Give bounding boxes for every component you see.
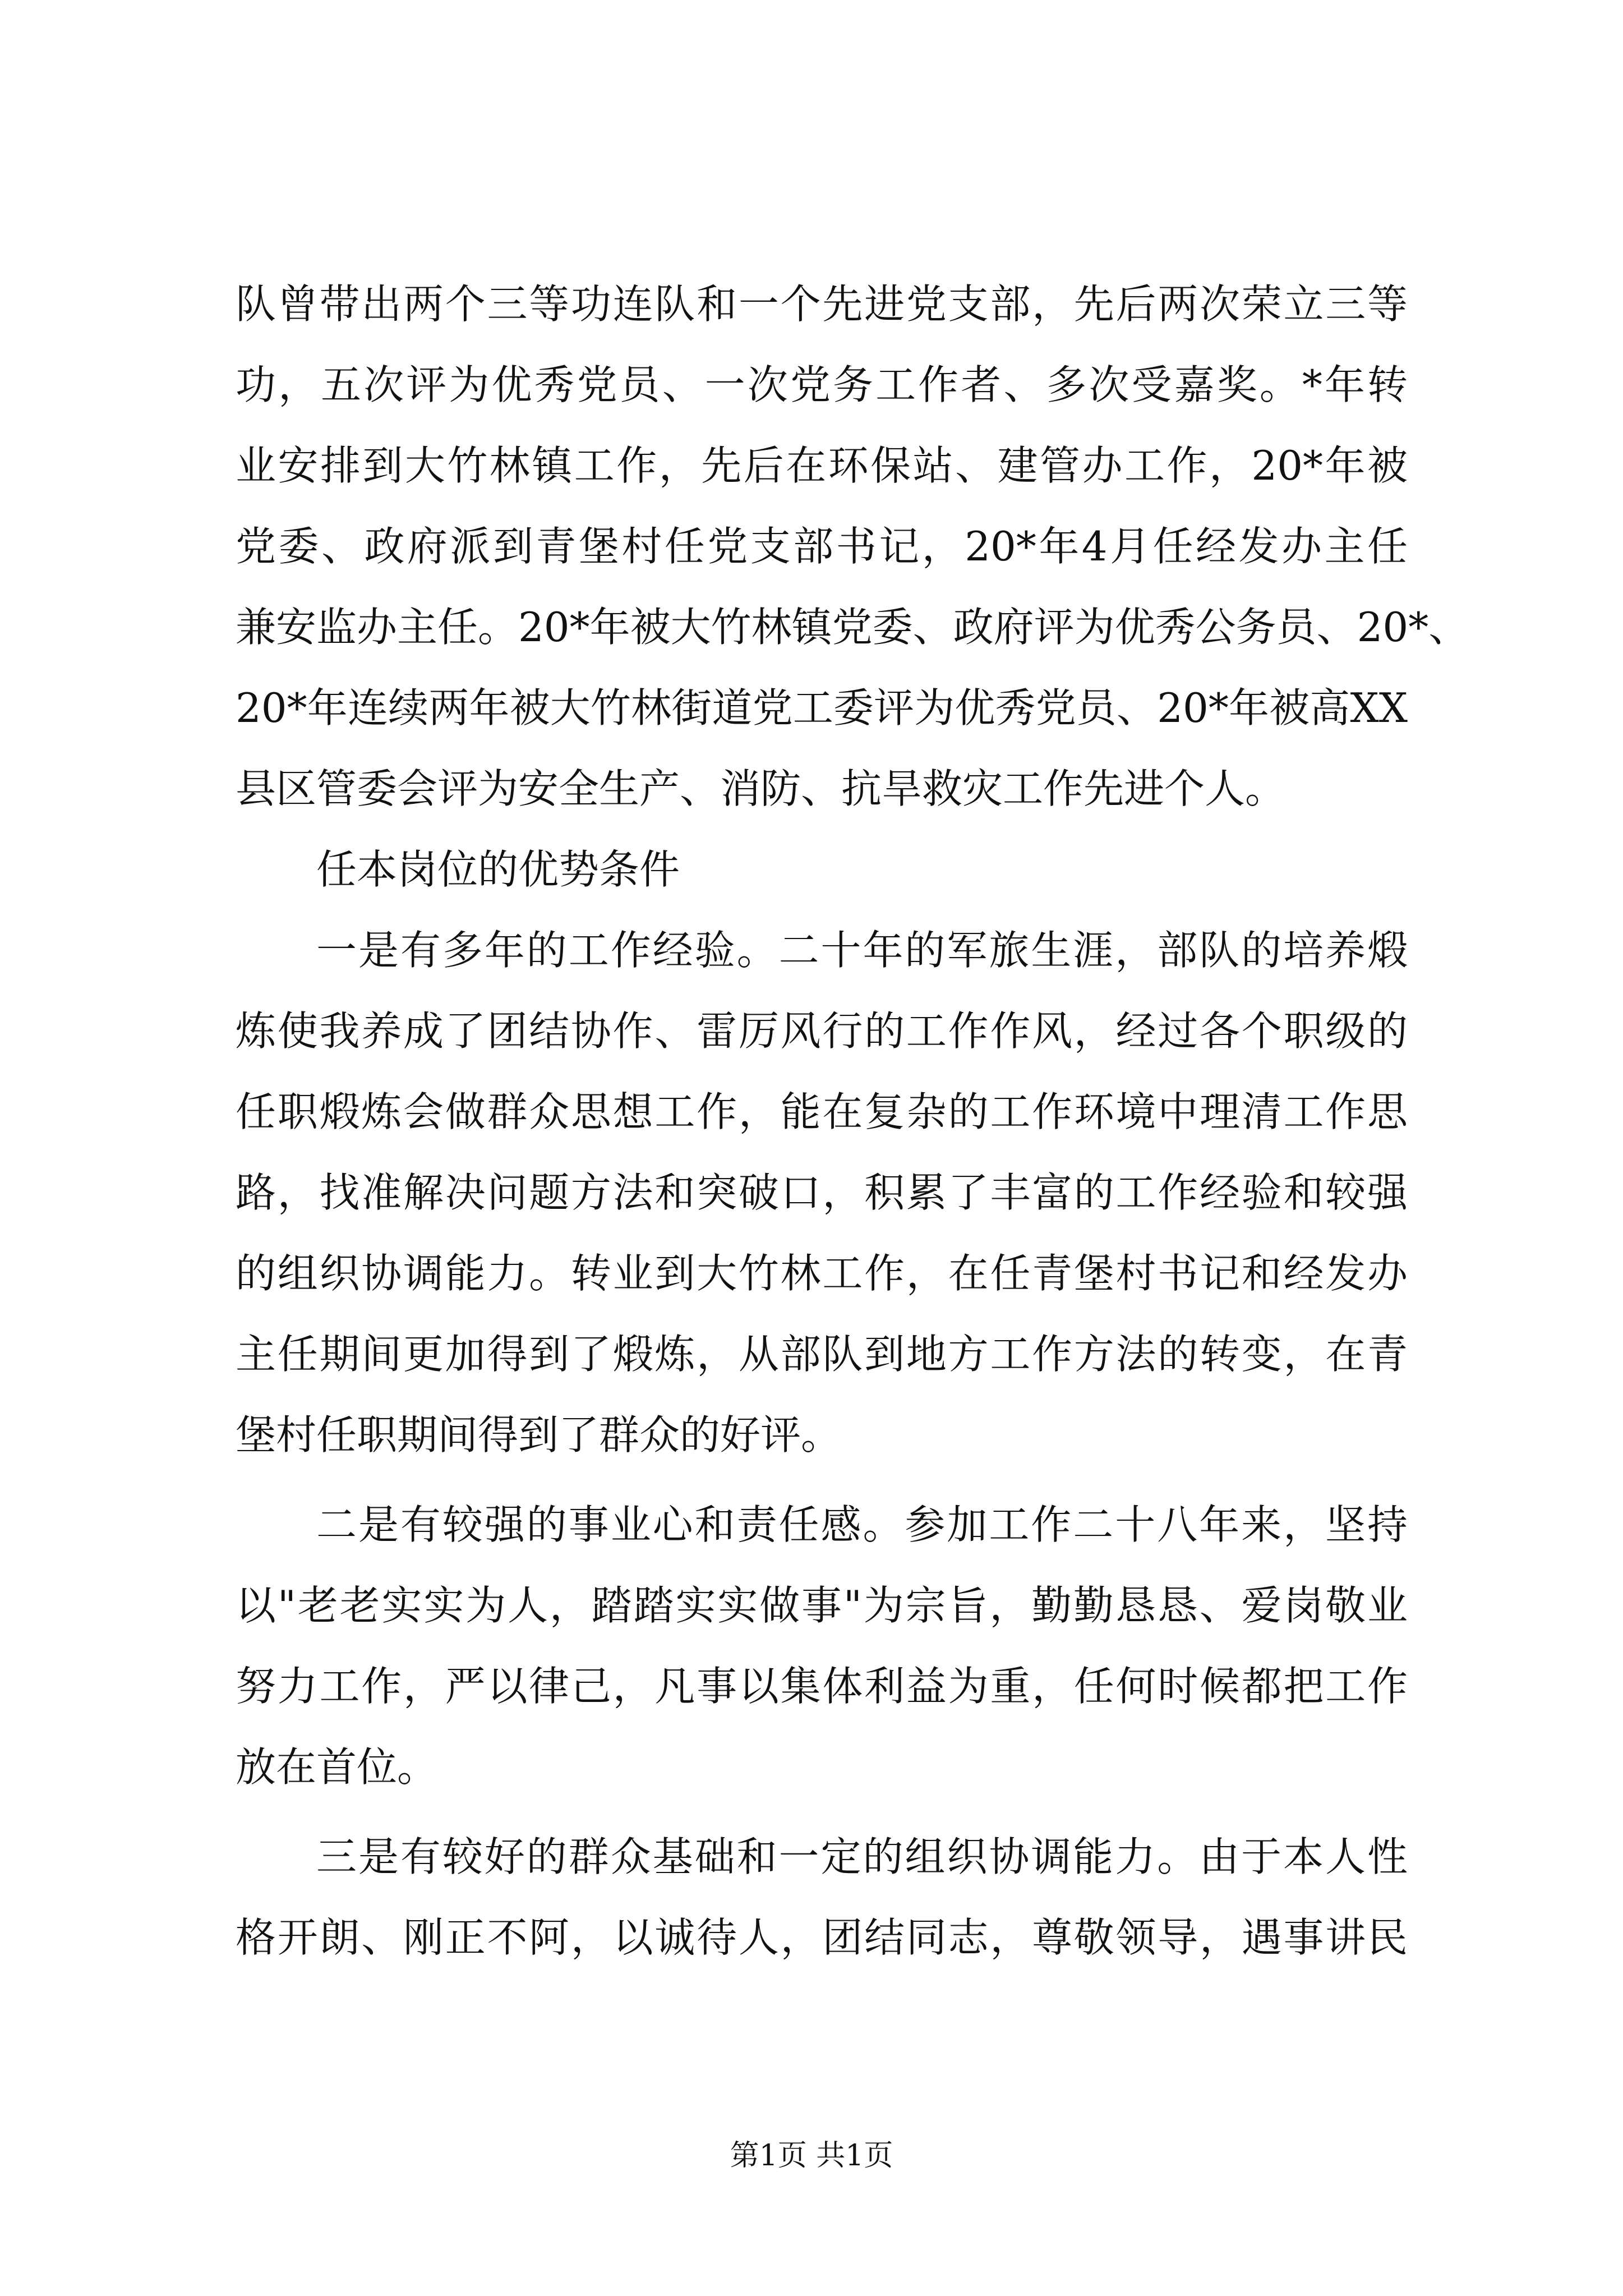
text-line: 党委、政府派到青堡村任党支部书记，20*年4月任经发办主任 xyxy=(236,523,1408,570)
paragraph-gap xyxy=(236,1475,1408,1484)
document-body xyxy=(236,264,1469,1978)
text-line: 任职煅炼会做群众思想工作，能在复杂的工作环境中理清工作思 xyxy=(236,1088,1408,1135)
page-footer: 第1页 共1页 xyxy=(730,2139,893,2173)
text-line: 业安排到大竹林镇工作，先后在环保站、建管办工作，20*年被 xyxy=(236,442,1408,489)
text-line: 县区管委会评为安全生产、消防、抗旱救灾工作先进个人。 xyxy=(236,765,1286,812)
text-line: 20*年连续两年被大竹林街道党工委评为优秀党员、20*年被高XX xyxy=(236,684,1408,731)
paragraph-gap xyxy=(236,1807,1408,1816)
text-line: 努力工作，严以律己，凡事以集体利益为重，任何时候都把工作 xyxy=(236,1663,1408,1710)
text-line: 炼使我养成了团结协作、雷厉风行的工作作风，经过各个职级的 xyxy=(236,1007,1408,1055)
text-line: 的组织协调能力。转业到大竹林工作，在任青堡村书记和经发办 xyxy=(236,1250,1408,1297)
text-line: 路，找准解决问题方法和突破口，积累了丰富的工作经验和较强 xyxy=(236,1169,1408,1216)
text-line: 队曾带出两个三等功连队和一个先进党支部，先后两次荣立三等 xyxy=(236,280,1408,328)
text-line: 以"老老实实为人，踏踏实实做事"为宗旨，勤勤恳恳、爱岗敬业 xyxy=(236,1582,1408,1629)
text-line: 格开朗、刚正不阿，以诚待人，团结同志，尊敬领导，遇事讲民 xyxy=(236,1914,1408,1961)
text-line: 主任期间更加得到了煅炼，从部队到地方工作方法的转变，在青 xyxy=(236,1331,1408,1378)
text-line: 兼安监办主任。20*年被大竹林镇党委、政府评为优秀公务员、20*、 xyxy=(236,604,1469,651)
text-line: 堡村任职期间得到了群众的好评。 xyxy=(236,1411,842,1458)
section-heading: 任本岗位的优势条件 xyxy=(316,846,680,893)
paragraph-first-line: 三是有较好的群众基础和一定的组织协调能力。由于本人性 xyxy=(316,1833,1408,1880)
text-line: 放在首位。 xyxy=(236,1743,438,1791)
text-line: 功，五次评为优秀党员、一次党务工作者、多次受嘉奖。*年转 xyxy=(236,361,1408,408)
paragraph-first-line: 一是有多年的工作经验。二十年的军旅生涯，部队的培养煅 xyxy=(316,927,1408,974)
paragraph-first-line: 二是有较强的事业心和责任感。参加工作二十八年来，坚持 xyxy=(316,1501,1408,1548)
